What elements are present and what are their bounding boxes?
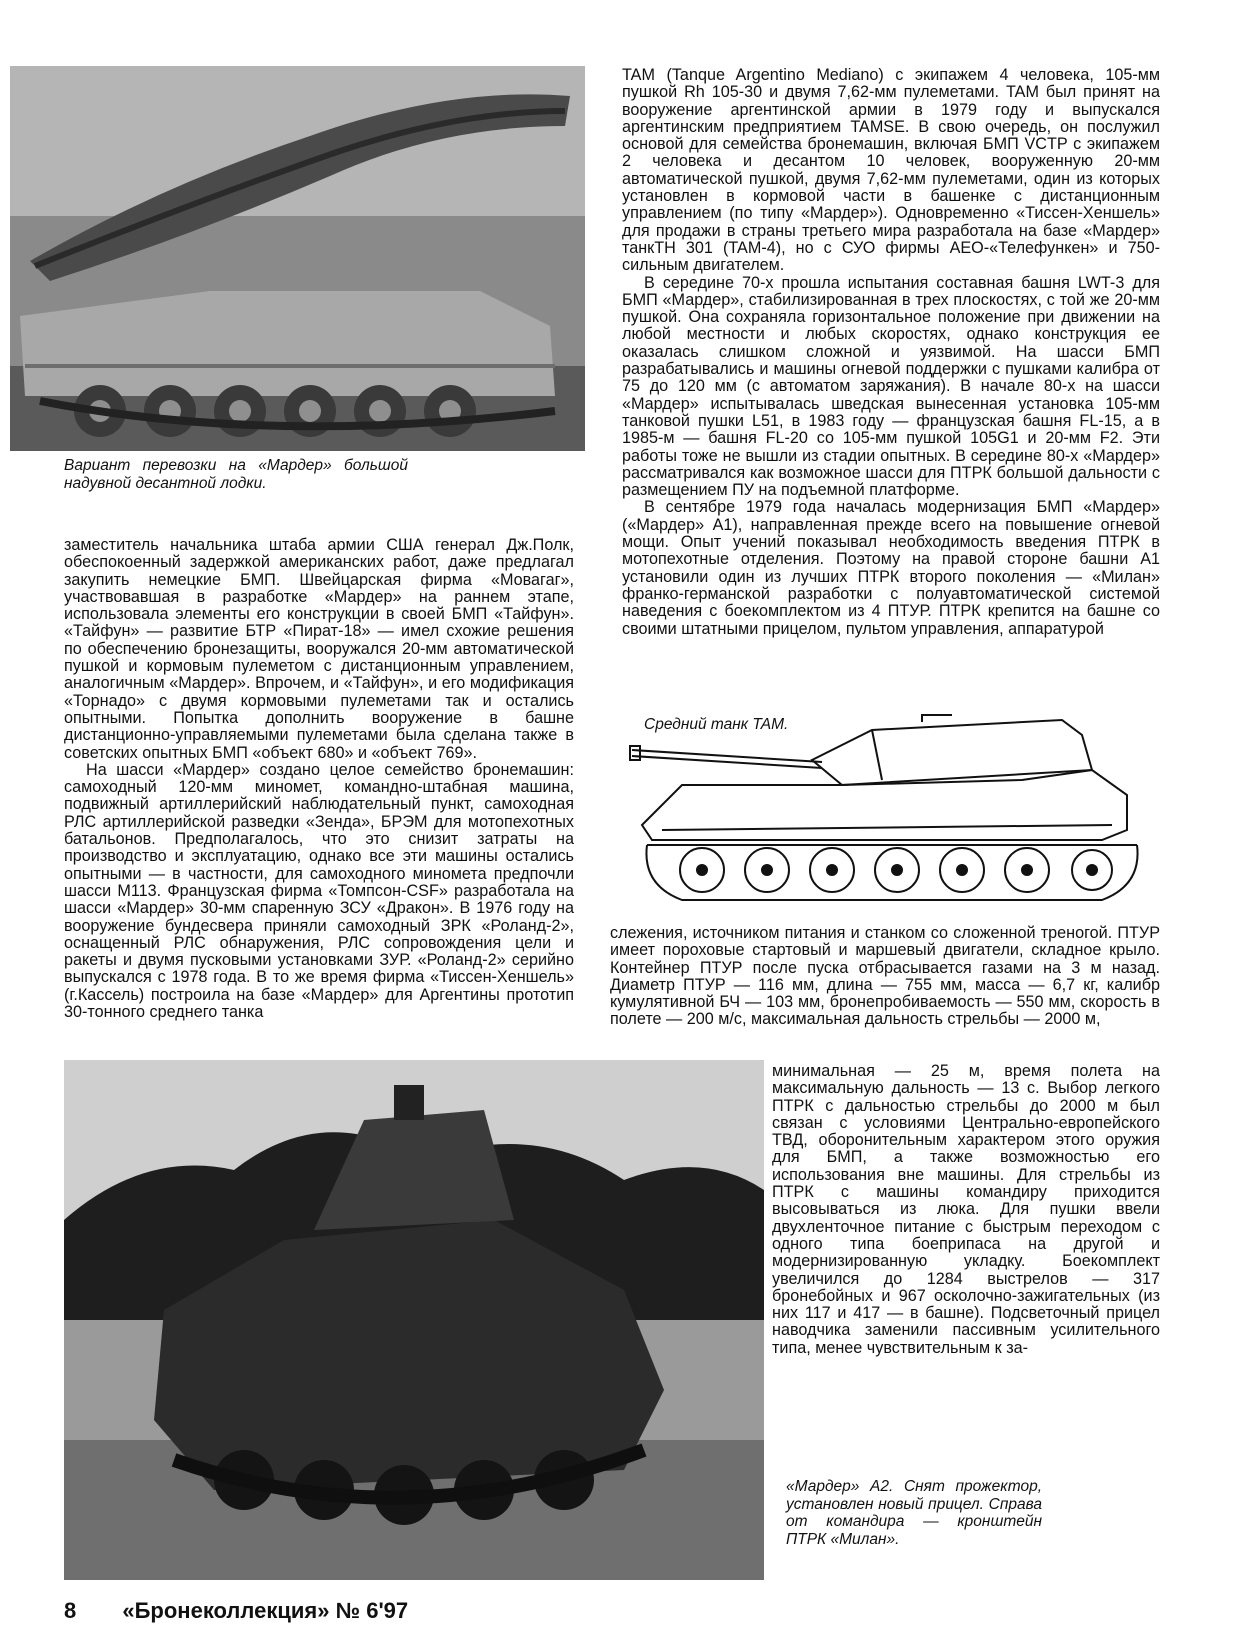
photo-marder-a2 <box>64 1060 764 1580</box>
right-paragraph-1: TAM (Tanque Argentino Mediano) с экипажем 4 человека, 105-мм пушкой Rh 105-30 и двумя 7,62-мм пулеметами. TAM был принят на вооружение аргентинской армии в 1979 году и выпускался аргентинским предприятием TAMSE. В свою очередь, он послужил основой для семейства бронемашин, включая БМП VCTP с экипажем 2 человека и десантом 10 человек, вооруженную 20-мм автоматической пушкой, двумя 7,62-мм пулеметами, один из которых установлен в кормовой части в башенке с дистанционным управлением (по типу «Мардер»). Одновременно «Тиссен-Хеншель» для продажи в страны третьего мира разработала на базе «Мардер» танкТН 301 (TAM-4), но с СУО фирмы АЕО-«Телефункен» и 750-сильным двигателем. <box>622 66 1160 275</box>
right-middle-paragraph: слежения, источником питания и станком со сложенной треногой. ПТУР имеет пороховые стартовый и маршевый двигатели, складное крыло. Контейнер ПТУР после пуска отбрасывается газами на 3 м назад. Диаметр ПТУР — 116 мм, длина — 755 мм, масса — 6,7 кг, калибр кумулятивной БЧ — 103 мм, бронепробиваемость — 550 мм, скорость в полете — 200 м/с, максимальная дальность стрельбы — 2000 м, <box>610 924 1160 1029</box>
photo-top-caption: Вариант перевозки на «Мардер» большой надувной десантной лодки. <box>64 457 408 492</box>
tank-drawing-caption: Средний танк TAM. <box>644 716 789 733</box>
magazine-title: «Бронеколлекция» № 6'97 <box>122 1598 409 1623</box>
left-paragraph-2: На шасси «Мардер» создано целое семейство бронемашин: самоходный 120-мм миномет, командно-штабная машина, подвижный артиллерийский наблюдательный пункт, самоходная РЛС артиллерийской разведки «Зенда», БРЭМ для мотопехотных батальонов. Предполагалось, что это снизит затраты на производство и эксплуатацию, однако все эти машины остались опытными — в частности, для самоходного миномета предпочли шасси М113. Французская фирма «Томпсон-CSF» разработала на шасси «Мардер» 30-мм спаренную ЗСУ «Дракон». В 1976 году на вооружение бундесвера приняли самоходный ЗРК «Роланд-2», оснащенный РЛС обнаружения, РЛС сопровождения цели и ракеты и двумя пусковыми установками ЗУР. «Роланд-2» серийно выпускался с 1978 года. В то же время фирма «Тиссен-Хеншель» (г.Кассель) построила на базе «Мардер» для Аргентины прототип 30-тонного среднего танка <box>64 760 574 1022</box>
photo-marder-boat-illustration <box>10 66 585 451</box>
right-paragraph-2: В середине 70-х прошла испытания составная башня LWT-3 для БМП «Мардер», стабилизированная в трех плоскостях, с той же 20-мм пушкой. Она сохраняла горизонтальное положение при движении на любой местности и любых скоростях, однако конструкция ее оказалась слишком сложной и уязвимой. На шасси БМП разрабатывались и машины огневой поддержки с пушками калибра от 75 до 120 мм (с автоматом заряжания). В начале 80-х на шасси «Мардер» испытывалась шведская вынесенная установка 105-мм танковой пушки L51, в 1983 году — французская башня FL-15, а в 1985-м — башня FL-20 со 105-мм пушкой 105G1 и 20-мм F2. Эти работы тоже не вышли из стадии опытных. В середине 80-х «Мардер» рассматривался как возможное шасси для ПТРК большой дальности с размещением ПУ на подъемной платформе. <box>622 273 1160 500</box>
photo-bottom-caption: «Мардер» А2. Снят прожектор, установлен новый прицел. Справа от командира — кронштейн ПТРК «Милан». <box>786 1478 1042 1548</box>
right-column-middle <box>610 925 1160 1029</box>
left-paragraph-1: заместитель начальника штаба армии США генерал Дж.Полк, обеспокоенный задержкой американских работ, даже предлагал закупить немецкие БМП. Швейцарская фирма «Мовагаг», участвовавшая в разработке «Мардер» на раннем этапе, использовала элементы его конструкции в своей БМП «Тайфун». «Тайфун» — развитие БТР «Пират-18» — имел схожие решения по обеспечению бронезащиты, вооружался 20-мм автоматической пушкой и кормовым пулеметом с дистанционным управлением, аналогичным «Мардер». Впрочем, и «Тайфун», и его модификация «Торнадо» с двумя кормовыми пулеметами так и остались опытными. Попытка дополнить вооружение в башне дистанционно-управляемыми пулеметами была сделана также в советских опытных БМП «объект 680» и «объект 769». <box>64 536 574 762</box>
right-bottom-paragraph: минимальная — 25 м, время полета на максимальную дальность — 13 с. Выбор легкого ПТРК с дальностью стрельбы до 2000 м был связан с условиями Центрально-европейского ТВД, оборонительным характером этого оружия для БМП, а также возможностью его использования вне машины. Для стрельбы из ПТРК с машины командиру приходится высовываться из люка. Для пушки ввели двухленточное питание с быстрым переходом с одного типа боеприпаса на другой и модернизированную укладку. Боекомплект увеличился до 1284 выстрелов — 317 бронебойных и 967 осколочно-зажигательных (из них 117 и 417 — в башне). Подсветочный прицел наводчика заменили пассивным усилительного типа, менее чувствительным к за- <box>772 1062 1160 1357</box>
page-number: 8 <box>64 1598 77 1623</box>
left-column <box>64 537 574 1021</box>
tam-tank-line-art <box>622 710 1164 920</box>
right-column-top <box>622 67 1160 638</box>
tam-tank-drawing <box>622 710 1164 920</box>
page-footer <box>64 1598 408 1624</box>
right-paragraph-3: В сентябре 1979 года началась модернизация БМП «Мардер» («Мардер» А1), направленная прежде всего на повышение огневой мощи. Опыт учений показывал необходимость введения ПТРК в мотопехотные отделения. Поэтому на правой стороне башни А1 установили один из лучших ПТРК второго поколения — «Милан» франко-германской разработки с полуавтоматической системой наведения с боекомплектом из 4 ПТУР. ПТРК крепится на башне со своими штатными прицелом, пультом управления, аппаратурой <box>622 498 1160 638</box>
photo-marder-boat <box>10 66 585 451</box>
right-column-bottom <box>772 1063 1160 1357</box>
photo-marder-a2-illustration <box>64 1060 764 1580</box>
